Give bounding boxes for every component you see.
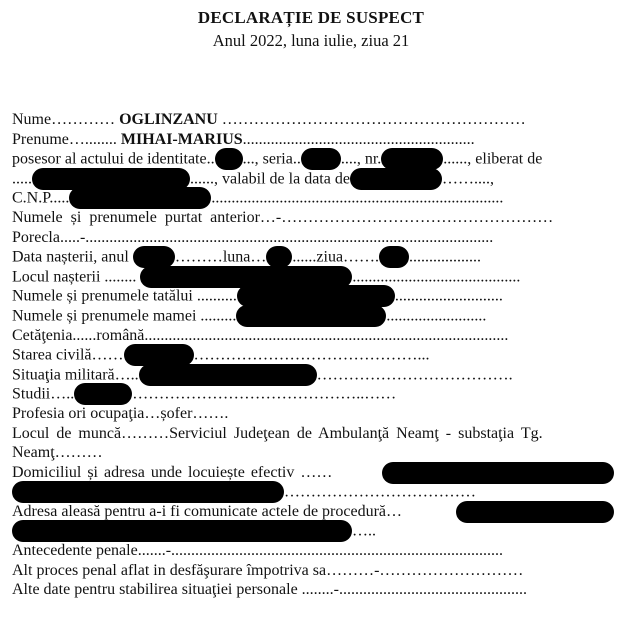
dots: ….. — [352, 523, 376, 541]
dots: ........................... — [394, 288, 503, 306]
label-situatia-militara: Situaţia militară….. — [12, 366, 139, 384]
value-nume: OGLINZANU — [119, 111, 218, 128]
field-adresa-aleasa-l2 — [12, 521, 612, 541]
field-loc-munca — [12, 424, 612, 444]
label-mama: Numele și prenumele mamei ......... — [12, 307, 237, 325]
field-nume-anterior — [12, 208, 612, 228]
label-alt-proces: Alt proces penal aflat in desfăşurare împotriva sa………-……………………… — [12, 561, 524, 579]
label-act: posesor al actului de identitate.. — [12, 150, 215, 168]
field-adresa-aleasa — [12, 502, 612, 522]
dots: ........................................................................................... — [144, 326, 509, 344]
redaction-adresa-aleasa-l2 — [12, 520, 352, 542]
field-act-identitate — [12, 149, 612, 169]
dots: ………………………………………………… — [221, 111, 526, 128]
redaction-nr — [381, 148, 443, 170]
field-alt-proces — [12, 561, 612, 581]
label-cetatenia: Cetăţenia...... — [12, 326, 97, 344]
label-nr: ...., nr. — [340, 150, 382, 168]
value-loc-munca: Serviciul Judeţean de Ambulanţă Neamţ - substaţia Tg. — [169, 424, 543, 442]
field-act-identitate-l2 — [12, 169, 612, 189]
label-locul-nasterii: Locul nașterii ........ — [12, 268, 137, 286]
label-eliberat: ......, eliberat de — [443, 150, 543, 168]
declaration-form — [12, 110, 612, 600]
label-valabil: ......, valabil de la data de — [190, 170, 350, 188]
redaction-cnp — [69, 187, 211, 209]
value-loc-munca-cont: Neamţ……… — [12, 444, 103, 462]
value-cetatenia: română — [96, 326, 145, 344]
field-alte-date — [12, 580, 612, 600]
redaction-seria — [301, 148, 341, 170]
label-alte-date: Alte date pentru stabilirea situaţiei personale ........-............................................... — [12, 581, 527, 599]
field-antecedente — [12, 541, 612, 561]
label-luna: ………luna… — [174, 248, 267, 266]
label-ziua: ......ziua……. — [292, 248, 380, 266]
dots: .................. — [409, 248, 482, 266]
label-seria: ..., seria.. — [242, 150, 301, 168]
dots: ……………………………… — [284, 483, 476, 501]
field-prenume — [12, 130, 612, 150]
redaction-starea-civila — [124, 344, 194, 366]
field-cnp — [12, 188, 612, 208]
redaction-tip-act — [215, 148, 243, 170]
label-studii: Studii….. — [12, 385, 75, 403]
label-domiciliu: Domiciliul și adresa unde locuiește efectiv …… — [12, 463, 333, 481]
redaction-luna — [266, 246, 292, 268]
field-locul-nasterii — [12, 267, 612, 287]
label-nume-anterior: Numele și prenumele purtat anterior…-…………………………………………… — [12, 208, 554, 226]
dots: ……...., — [441, 170, 494, 188]
field-domiciliu — [12, 463, 612, 483]
dots: ......................... — [386, 307, 487, 325]
redaction-adresa-aleasa — [456, 501, 614, 523]
redaction-situatia-militara — [139, 364, 317, 386]
redaction-studii — [74, 383, 132, 405]
field-porecla — [12, 228, 612, 248]
dots: ......................................................................... — [211, 190, 504, 208]
field-nume — [12, 110, 612, 130]
dots: ………………………………. — [316, 366, 513, 384]
dots: ……………………………………... — [193, 346, 430, 364]
field-data-nasterii — [12, 247, 612, 267]
value-prenume: MIHAI-MARIUS — [120, 130, 243, 148]
redaction-valabil — [350, 168, 442, 190]
dots: ……………………………………..…… — [132, 385, 397, 403]
redaction-ziua — [379, 246, 409, 268]
label-adresa-aleasa: Adresa aleasă pentru a-i fi comunicate actele de procedură… — [12, 502, 403, 520]
redaction-mama — [236, 305, 386, 327]
document-title: DECLARAȚIE DE SUSPECT — [197, 8, 425, 27]
field-situatia-militara — [12, 365, 612, 385]
label-data-nasterii: Data nașterii, anul — [12, 248, 129, 266]
redaction-domiciliu-l2 — [12, 481, 284, 503]
dots: .......................................... — [352, 268, 521, 286]
label-prenume: Prenume…........ — [12, 130, 117, 148]
label-antecedente: Antecedente penale.......-................................................................................... — [12, 542, 504, 560]
label-starea-civila: Starea civilă…… — [12, 346, 124, 364]
field-tatal — [12, 286, 612, 306]
redaction-anul — [133, 246, 175, 268]
dots: ..... — [12, 170, 32, 188]
label-tatal: Numele și prenumele tatălui .......... — [12, 288, 237, 306]
redaction-domiciliu — [382, 462, 614, 484]
field-loc-munca-l2 — [12, 443, 612, 463]
document-date: Anul 2022, luna iulie, ziua 21 — [212, 31, 410, 50]
label-cnp: C.N.P..... — [12, 190, 70, 208]
label-profesia: Profesia ori ocupaţia… — [12, 404, 161, 422]
label-nume: Nume………… — [12, 111, 116, 128]
field-studii — [12, 384, 612, 404]
dots: .......................................................... — [242, 130, 475, 148]
field-starea-civila — [12, 345, 612, 365]
value-profesia: șofer — [160, 404, 193, 422]
dots: ……. — [192, 404, 229, 422]
field-domiciliu-l2 — [12, 482, 612, 502]
label-loc-munca: Locul de muncă……… — [12, 424, 170, 442]
field-cetatenia — [12, 326, 612, 346]
label-porecla: Porecla.....-...................................................................................................... — [12, 228, 494, 246]
field-profesia — [12, 404, 612, 424]
field-mama — [12, 306, 612, 326]
